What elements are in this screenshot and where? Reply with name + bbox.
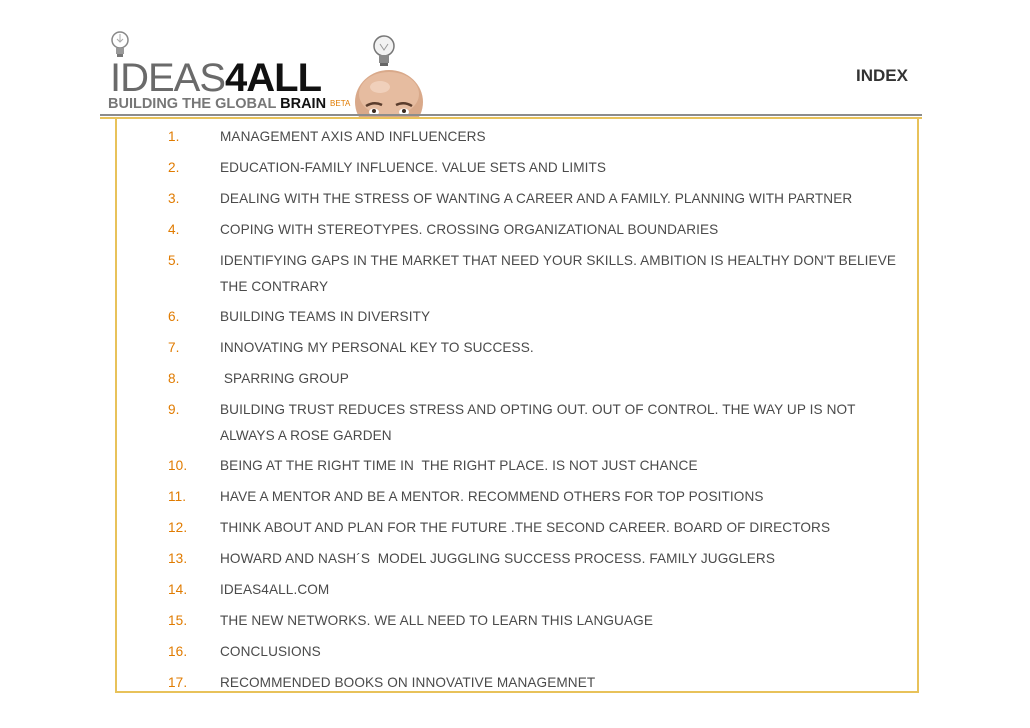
index-item [168,639,913,670]
ideas4all-logo[interactable] [106,30,351,114]
index-item [168,335,913,366]
logo-tagline [108,96,350,112]
item-text: SPARRING GROUP [220,371,349,386]
item-number: 13. [168,551,188,566]
index-item [168,124,913,155]
item-text: HAVE A MENTOR AND BE A MENTOR. RECOMMEND OTHERS FOR TOP POSITIONS [220,489,764,504]
item-number: 5. [168,253,180,268]
item-number: 3. [168,191,180,206]
index-item [168,670,913,701]
item-text: BUILDING TEAMS IN DIVERSITY [220,309,431,324]
tagline-prefix: BUILDING THE GLOBAL [108,96,281,112]
item-text: IDENTIFYING GAPS IN THE MARKET THAT NEED YOUR SKILLS. AMBITION IS HEALTHY DON'T BELIEVE THE CONTRARY [220,253,897,294]
item-text: THINK ABOUT AND PLAN FOR THE FUTURE .THE SECOND CAREER. BOARD OF DIRECTORS [220,520,831,535]
item-number: 11. [168,489,187,504]
index-list [168,124,913,701]
item-number: 14. [168,582,188,597]
index-item [168,248,913,304]
item-text: INNOVATING MY PERSONAL KEY TO SUCCESS. [220,340,534,355]
logo-word-4all: 4ALL [225,56,322,100]
index-item [168,484,913,515]
item-text: RECOMMENDED BOOKS ON INNOVATIVE MANAGEMNET [220,675,596,690]
logo-wordmark [110,56,321,100]
index-item [168,155,913,186]
page-title: INDEX [856,66,908,85]
item-number: 10. [168,458,188,473]
item-number: 12. [168,520,188,535]
item-number: 17. [168,675,188,690]
item-text: HOWARD AND NASH´S MODEL JUGGLING SUCCESS PROCESS. FAMILY JUGGLERS [220,551,775,566]
item-text: DEALING WITH THE STRESS OF WANTING A CAREER AND A FAMILY. PLANNING WITH PARTNER [220,191,853,206]
item-text: IDEAS4ALL.COM [220,582,330,597]
index-item [168,366,913,397]
item-text: MANAGEMENT AXIS AND INFLUENCERS [220,129,486,144]
index-item [168,217,913,248]
beta-badge: BETA [330,99,351,108]
item-text: THE NEW NETWORKS. WE ALL NEED TO LEARN THIS LANGUAGE [220,613,653,628]
item-text: EDUCATION-FAMILY INFLUENCE. VALUE SETS AND LIMITS [220,160,607,175]
index-item [168,515,913,546]
index-item [168,577,913,608]
index-item [168,304,913,335]
item-text: BUILDING TRUST REDUCES STRESS AND OPTING OUT. OUT OF CONTROL. THE WAY UP IS NOT ALWAYS A ROSE GARDEN [220,402,856,443]
item-text: COPING WITH STEREOTYPES. CROSSING ORGANIZATIONAL BOUNDARIES [220,222,719,237]
index-item [168,546,913,577]
logo-word-ideas: IDEAS [110,56,226,100]
index-item [168,186,913,217]
index-item [168,453,913,484]
item-text: BEING AT THE RIGHT TIME IN THE RIGHT PLACE. IS NOT JUST CHANCE [220,458,698,473]
item-number: 7. [168,340,180,355]
item-number: 9. [168,402,180,417]
item-number: 15. [168,613,188,628]
item-number: 2. [168,160,180,175]
tagline-brain: BRAIN [280,96,327,112]
bald-head-lightbulb-illustration [344,32,434,118]
item-number: 6. [168,309,180,324]
item-number: 8. [168,371,180,386]
page-header [0,0,1030,118]
item-number: 16. [168,644,188,659]
item-number: 1. [168,129,180,144]
item-number: 4. [168,222,180,237]
index-item [168,397,913,453]
header-divider [100,114,922,116]
index-item [168,608,913,639]
item-text: CONCLUSIONS [220,644,321,659]
